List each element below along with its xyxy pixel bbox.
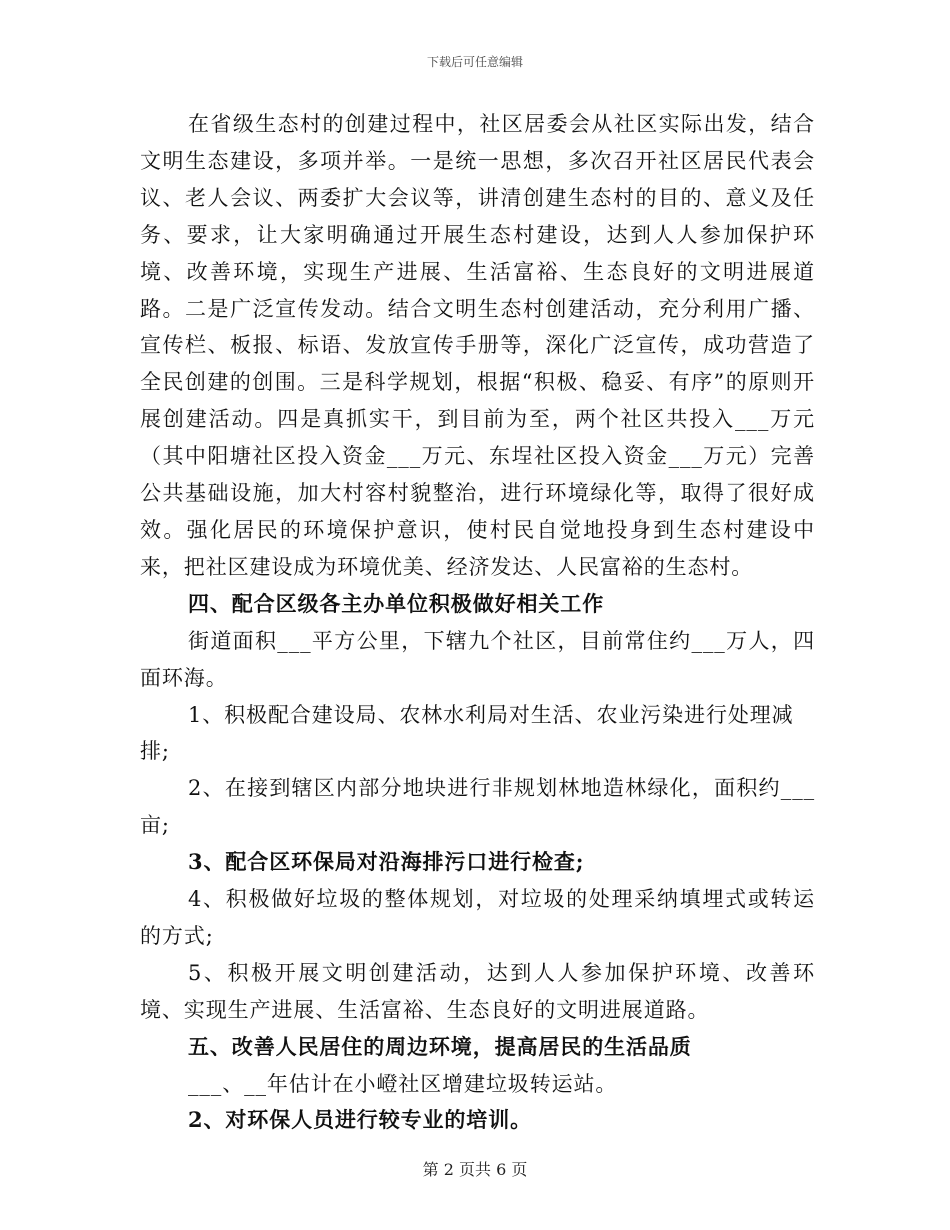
- page-header: 下载后可任意编辑: [426, 55, 523, 69]
- document-body: [140, 106, 815, 1139]
- paragraph-eco-village: 在省级生态村的创建过程中，社区居委会从社区实际出发，结合文明生态建设，多项并举。一是统一思想，多次召开社区居民代表会议、老人会议、两委扩大会议等，讲清创建生态村的目的、意义及任务、要求，让大家明确通过开展生态村建设，达到人人参加保护环境、改善环境，实现生产进展、生活富裕、生态良好的文明进展道路。二是广泛宣传发动。结合文明生态村创建活动，充分利用广播、宣传栏、板报、标语、发放宣传手册等，深化广泛宣传，成功营造了全民创建的创围。三是科学规划，根据“积极、稳妥、有序”的原则开展创建活动。四是真抓实干，到目前为至，两个社区共投入___万元（其中阳塘社区投入资金___万元、东埕社区投入资金___万元）完善公共基础设施，加大村容村貌整治，进行环境绿化等，取得了很好成效。强化居民的环境保护意识，使村民自觉地投身到生态村建设中来，把社区建设成为环境优美、经济发达、人民富裕的生态村。: [140, 112, 815, 579]
- list-item: 4、积极做好垃圾的整体规划，对垃圾的处理采纳填埋式或转运的方式;: [140, 887, 815, 948]
- list-item: 2、在接到辖区内部分地块进行非规划林地造林绿化，面积约___亩;: [140, 776, 815, 838]
- page-number: 第 2 页共 6 页: [422, 1160, 528, 1179]
- paragraph-street-area: 街道面积___平方公里，下辖九个社区，目前常住约___万人，四面环海。: [140, 628, 815, 690]
- list-item: 5、积极开展文明创建活动，达到人人参加保护环境、改善环境、实现生产进展、生活富裕、生态良好的文明进展道路。: [140, 960, 815, 1022]
- section-heading-4: 四、配合区级各主办单位积极做好相关工作: [188, 590, 605, 616]
- list-item: 3、配合区环保局对沿海排污口进行检查;: [188, 849, 585, 875]
- list-item: ___、__年估计在小嶝社区增建垃圾转运站。: [188, 1071, 618, 1096]
- list-item: 1、积极配合建设局、农林水利局对生活、农业污染进行处理减排;: [140, 702, 794, 764]
- list-item: 2、对环保人员进行较专业的培训。: [188, 1107, 533, 1133]
- section-heading-5: 五、改善人民居住的周边环境，提高居民的生活品质: [188, 1033, 692, 1059]
